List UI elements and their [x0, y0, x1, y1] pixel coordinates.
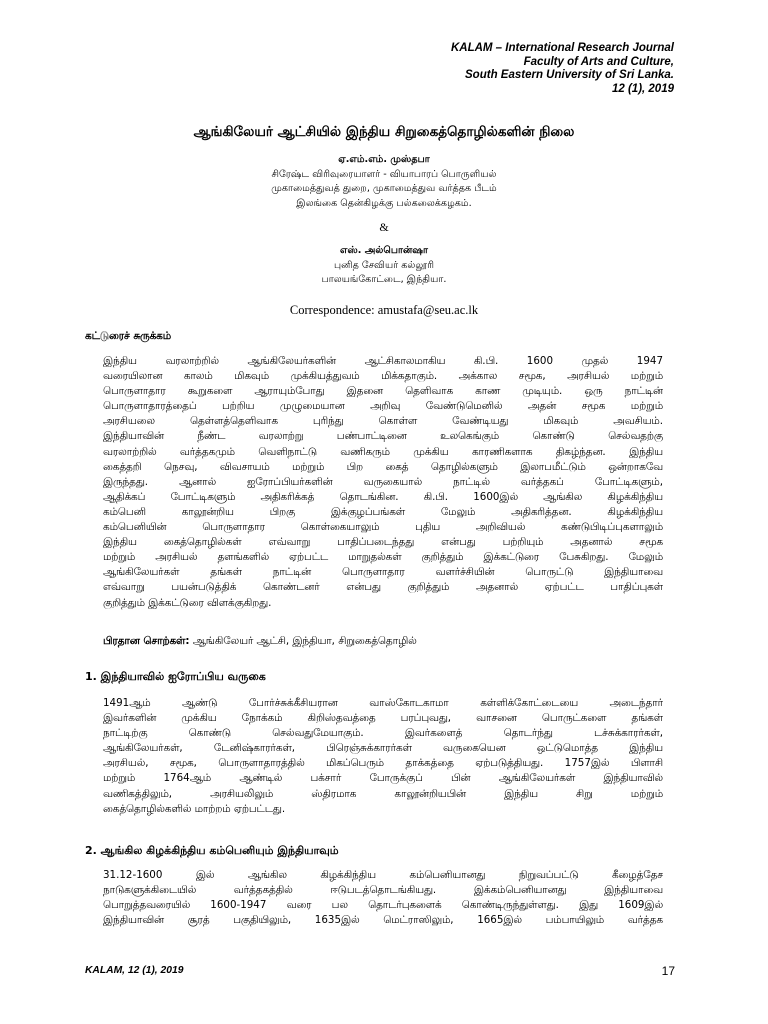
- author-block-2: [0, 244, 768, 288]
- section-2-heading: 2. ஆங்கில கிழக்கிந்திய கம்பெனியும் இந்தியாவும்: [85, 844, 339, 857]
- author-affiliation: இலங்கை தென்கிழக்கு பல்கலைக்கழகம்.: [296, 197, 472, 209]
- text-line: கம்பெனியின் பொருளாதார கொள்கையாலும் புதிய அறிவியல் கண்டுபிடிப்புகளாலும்: [103, 521, 663, 534]
- text-line: இந்திய கைத்தொழில்கள் எவ்வாறு பாதிப்படைந்தது என்பது பற்றியும் அதனால் சமூக: [103, 536, 663, 549]
- text-line: அரசியலை தெள்ளத்தெளிவாக புரிந்து கொள்ள வேண்டியது மிகவும் அவசியம்.: [103, 415, 663, 428]
- text-line: ஆங்கிலேயர்கள், டேனிஷ்காரர்கள், பிரெஞ்சுக்காரர்கள் வருகையென ஒட்டுமொத்த இந்திய: [103, 742, 663, 755]
- keywords-list: ஆங்கிலேயர் ஆட்சி, இந்தியா, சிறுகைத்தொழில்: [189, 635, 417, 647]
- author-name: ஏ.எம்.எம். முஸ்தபா: [338, 154, 430, 165]
- author-name: எஸ். அல்பொன்ஷா: [339, 245, 429, 256]
- author-affiliation: பாலயங்கோட்டை, இந்தியா.: [321, 274, 447, 285]
- section-1-body: [103, 696, 663, 817]
- text-line: மற்றும் அரசியல் தளங்களில் ஏற்பட்ட மாறுதல்கள் குறித்தும் இக்கட்டுரை பேசுகிறது. மேலும்: [103, 551, 663, 564]
- text-line: இவர்களின் முக்கிய நோக்கம் கிறிஸ்தவத்தை பரப்புவது, வாசனை பொருட்களை தங்கள்: [103, 712, 663, 725]
- text-line: 1491ஆம் ஆண்டு போர்ச்சுக்கீசியரான வாஸ்கோடகாமா கள்ளிக்கோட்டையை அடைந்தார்: [103, 697, 663, 709]
- keywords-label: பிரதான சொற்கள்:: [103, 635, 190, 647]
- abstract-heading: கட்டுரைச் சுருக்கம்: [85, 330, 172, 342]
- author-separator: &: [379, 220, 389, 234]
- correspondence-email: Correspondence: amustafa@seu.ac.lk: [289, 303, 479, 317]
- author-affiliation: புனித சேவியர் கல்லூரி: [334, 259, 434, 271]
- author-block-1: [0, 153, 768, 211]
- journal-header: [451, 42, 674, 96]
- text-line: நாட்டிற்கு கொண்டு செல்வதுமேயாகும். இவர்களைத் தொடர்ந்து டச்சுக்காரர்கள்,: [103, 727, 663, 740]
- section-2-body: [103, 868, 663, 928]
- text-line: இருந்தது. ஆனால் ஐரோப்பியர்களின் வருகையால் நாட்டில் வர்த்தகப் போட்டிகளும்,: [103, 475, 663, 488]
- text-line: இந்திய வரலாற்றில் ஆங்கிலேயர்களின் ஆட்சிகாலமாகிய கி.பி. 1600 முதல் 1947: [103, 355, 663, 367]
- author-affiliation: சிரேஷ்ட விரிவுரையாளர் - வியாபாரப் பொருளியல்: [271, 168, 497, 180]
- text-line: குறித்தும் இக்கட்டுரை விளக்குகிறது.: [103, 596, 272, 609]
- text-line: பொறுத்தவரையில் 1600-1947 வரை பல தொடர்புகளைக் கொண்டிருந்துள்ளது. இது 1609இல்: [103, 899, 663, 912]
- page-number: 17: [661, 964, 675, 978]
- text-line: 31.12-1600 இல் ஆங்கில கிழக்கிந்திய கம்பெனியானது நிறுவப்பட்டு கீழைத்தேச: [103, 869, 663, 881]
- text-line: அரசியல், சமூக, பொருளாதாரத்தில் மிகப்பெரும் தாக்கத்தை ஏற்படுத்தியது. 1757இல் பிளாசி: [103, 757, 663, 770]
- text-line: கைத்தொழில்களில் மாற்றம் ஏற்பட்டது.: [103, 802, 286, 815]
- text-line: ஆங்கிலேயர்கள் தங்கள் நாட்டின் பொருளாதார வளர்ச்சியின் பொருட்டு இந்தியாவை: [103, 566, 663, 579]
- section-1-heading: 1. இந்தியாவில் ஐரோப்பிய வருகை: [85, 670, 266, 683]
- journal-issue: 12 (1), 2019: [611, 82, 674, 95]
- text-line: பொருளாதாரத்தைப் பற்றிய முழுமையான அறிவு வேண்டுமெனில் அதன் சமூக மற்றும்: [103, 400, 663, 413]
- text-line: மற்றும் 1764ஆம் ஆண்டில் பக்சார் போருக்குப் பின் ஆங்கிலேயர்கள் இந்தியாவில்: [103, 772, 663, 785]
- keywords: [103, 635, 663, 648]
- text-line: கம்பெனி காலூன்றிய பிறகு இக்குழப்பங்கள் மேலும் அதிகரித்தன. கிழக்கிந்திய: [103, 505, 663, 518]
- journal-faculty: Faculty of Arts and Culture,: [523, 55, 674, 68]
- text-line: வரையிலான காலம் மிகவும் முக்கியத்துவம் மிக்கதாகும். அக்கால சமூக, அரசியல் மற்றும்: [103, 370, 663, 383]
- text-line: இந்தியாவின் நீண்ட வரலாற்று பண்பாட்டினை உலகெங்கும் கொண்டு செல்வதற்கு: [103, 430, 663, 443]
- text-line: எவ்வாறு பயன்படுத்திக் கொண்டனர் என்பது குறித்தும் அதனால் ஏற்பட்ட பாதிப்புகள்: [103, 581, 663, 594]
- abstract-body: [103, 354, 663, 611]
- text-line: கைத்தறி நெசவு, விவசாயம் மற்றும் பிற கைத் தொழில்களும் இலாபமீட்டும் ஒன்றாகவே: [103, 460, 663, 473]
- text-line: வணிகத்திலும், அரசியலிலும் ஸ்திரமாக காலூன்றியபின் இந்திய சிறு மற்றும்: [103, 787, 663, 800]
- text-line: ஆதிக்கப் போட்டிகளும் அதிகரிக்கத் தொடங்கின. கி.பி. 1600இல் ஆங்கில கிழக்கிந்திய: [103, 490, 663, 503]
- text-line: நாடுகளுக்கிடையில் வர்த்தகத்தில் ஈடுபடத்தொடங்கியது. இக்கம்பெனியானது இந்தியாவை: [103, 884, 663, 897]
- footer-citation: KALAM, 12 (1), 2019: [85, 965, 184, 976]
- journal-university: South Eastern University of Sri Lanka.: [465, 69, 674, 81]
- article-title: ஆங்கிலேயர் ஆட்சியில் இந்திய சிறுகைத்தொழில்களின் நிலை: [193, 124, 575, 140]
- author-affiliation: முகாமைத்துவத் துறை, முகாமைத்துவ வர்த்தக பீடம்: [271, 183, 497, 194]
- text-line: வரலாற்றில் வர்த்தகமும் வெளிநாட்டு வணிகரும் முக்கிய காரணிகளாக திகழ்ந்தன. இந்திய: [103, 445, 663, 458]
- text-line: பொருளாதார கூறுகளை ஆராயும்போது இதனை தெளிவாக காண முடியும். ஒரு நாட்டின்: [103, 385, 663, 398]
- journal-name: KALAM – International Research Journal: [450, 42, 674, 54]
- text-line: இந்தியாவின் சூரத் பகுதியிலும், 1635இல் மெட்ராஸிலும், 1665இல் பம்பாயிலும் வர்த்தக: [103, 914, 663, 927]
